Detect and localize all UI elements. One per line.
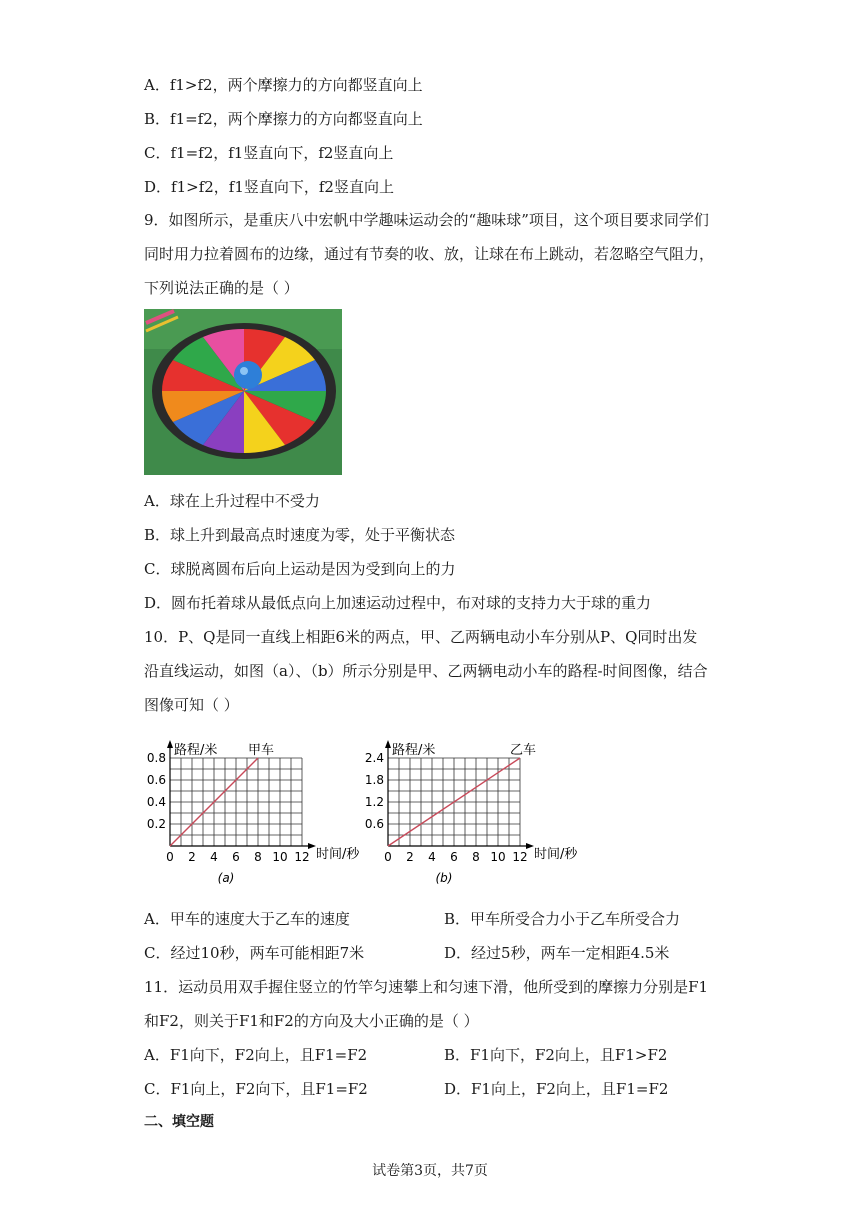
- x-axis-arrow: [526, 843, 534, 849]
- y-tick-label: 0.4: [146, 795, 166, 809]
- q10-option-c: C．经过10秒，两车可能相距7米: [144, 944, 365, 962]
- x-tick-label: 0: [166, 850, 174, 864]
- x-tick-label: 12: [294, 850, 310, 864]
- x-tick-label: 10: [490, 850, 506, 864]
- q8-option-a: A．f1>f2，两个摩擦力的方向都竖直向上: [144, 76, 423, 94]
- x-axis-label: 时间/秒: [534, 847, 578, 862]
- chart-caption: (b): [435, 871, 453, 885]
- q8-option-c: C．f1=f2，f1竖直向下，f2竖直向上: [144, 144, 394, 162]
- x-tick-label: 0: [384, 850, 392, 864]
- q11-option-a: A．F1向下，F2向上，且F1=F2: [144, 1046, 368, 1064]
- q10-option-b: B．甲车所受合力小于乙车所受合力: [444, 910, 681, 928]
- x-tick-label: 10: [272, 850, 288, 864]
- y-tick-label: 2.4: [364, 751, 384, 765]
- q9-option-c: C．球脱离圆布后向上运动是因为受到向上的力: [144, 560, 456, 578]
- x-tick-label: 4: [428, 850, 436, 864]
- q9-option-a: A．球在上升过程中不受力: [144, 492, 320, 510]
- q8-option-d: D．f1>f2，f1竖直向下，f2竖直向上: [144, 178, 394, 196]
- y-axis-arrow: [385, 740, 391, 748]
- q10-stem-line3: 图像可知（ ）: [144, 696, 239, 714]
- x-tick-label: 8: [254, 850, 262, 864]
- q10-option-d: D．经过5秒，两车一定相距4.5米: [444, 944, 670, 962]
- q10-stem-line2: 沿直线运动，如图（a）、（b）所示分别是甲、乙两辆电动小车的路程-时间图像，结合: [144, 662, 708, 680]
- y-axis-label: 路程/米: [392, 743, 436, 758]
- y-axis-arrow: [167, 740, 173, 748]
- q10-option-a: A．甲车的速度大于乙车的速度: [144, 910, 350, 928]
- q11-option-d: D．F1向上，F2向上，且F1=F2: [444, 1080, 669, 1098]
- chart-a: [140, 726, 360, 891]
- q11-stem-line2: 和F2，则关于F1和F2的方向及大小正确的是（ ）: [144, 1012, 479, 1030]
- q10-stem-line1: 10．P、Q是同一直线上相距6米的两点，甲、乙两辆电动小车分别从P、Q同时出发: [144, 628, 698, 646]
- x-tick-label: 6: [232, 850, 240, 864]
- x-tick-label: 8: [472, 850, 480, 864]
- q9-stem-line3: 下列说法正确的是（ ）: [144, 279, 299, 297]
- x-tick-label: 4: [210, 850, 218, 864]
- page-footer: 试卷第3页，共7页: [372, 1163, 488, 1179]
- x-tick-label: 2: [188, 850, 196, 864]
- y-axis-label: 路程/米: [174, 743, 218, 758]
- y-tick-label: 0.2: [146, 817, 166, 831]
- y-tick-label: 0.8: [146, 751, 166, 765]
- x-axis-label: 时间/秒: [316, 847, 360, 862]
- q11-option-b: B．F1向下，F2向上，且F1>F2: [444, 1046, 668, 1064]
- x-axis-arrow: [308, 843, 316, 849]
- chart-caption: (a): [217, 871, 235, 885]
- q8-option-b: B．f1=f2，两个摩擦力的方向都竖直向上: [144, 110, 423, 128]
- q9-option-b: B．球上升到最高点时速度为零，处于平衡状态: [144, 526, 456, 544]
- q9-stem-line2: 同时用力拉着圆布的边缘，通过有节奏的收、放，让球在布上跳动，若忽略空气阻力，: [144, 245, 715, 263]
- section-heading: 二、填空题: [144, 1114, 214, 1130]
- parachute-game-photo: [144, 309, 342, 475]
- x-tick-label: 6: [450, 850, 458, 864]
- y-tick-label: 1.8: [364, 773, 384, 787]
- y-tick-label: 0.6: [364, 817, 384, 831]
- y-tick-label: 1.2: [364, 795, 384, 809]
- y-tick-label: 0.6: [146, 773, 166, 787]
- series-label: 乙车: [510, 743, 537, 758]
- chart-b: [358, 726, 598, 891]
- x-tick-label: 2: [406, 850, 414, 864]
- q11-stem-line1: 11．运动员用双手握住竖立的竹竿匀速攀上和匀速下滑，他所受到的摩擦力分别是F1: [144, 978, 709, 996]
- series-label: 甲车: [248, 743, 275, 758]
- q9-option-d: D．圆布托着球从最低点向上加速运动过程中，布对球的支持力大于球的重力: [144, 594, 652, 612]
- x-tick-label: 12: [512, 850, 528, 864]
- q11-option-c: C．F1向上，F2向下，且F1=F2: [144, 1080, 368, 1098]
- q9-stem-line1: 9．如图所示，是重庆八中宏帆中学趣味运动会的“趣味球”项目，这个项目要求同学们: [144, 211, 709, 229]
